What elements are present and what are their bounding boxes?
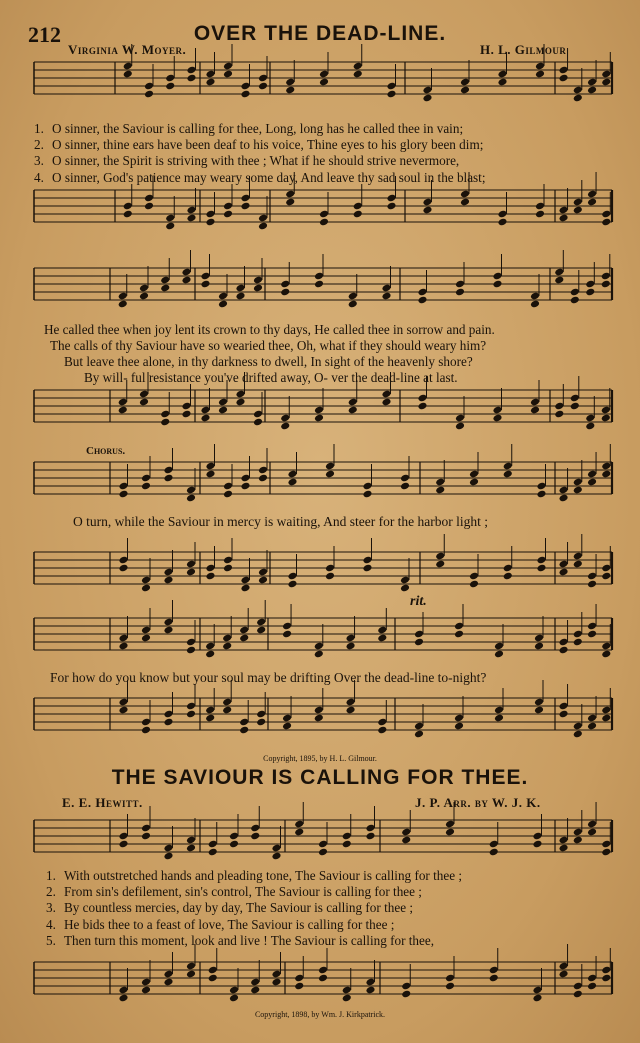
hymn1-author: Virginia W. Moyer. [68, 42, 187, 57]
note-head [239, 726, 249, 735]
note-head [585, 422, 595, 431]
note-head [601, 714, 611, 723]
note-head [165, 222, 175, 231]
note-head [559, 844, 569, 853]
note-head [365, 986, 375, 995]
note-head [118, 706, 128, 715]
note-head [454, 722, 464, 731]
note-head [601, 650, 611, 659]
note-head [144, 90, 154, 99]
note-head [186, 214, 196, 223]
note-head [400, 482, 410, 491]
note-head [362, 564, 372, 573]
note-head [503, 572, 513, 581]
note-head [314, 280, 324, 289]
note-head [377, 726, 387, 735]
note-head [223, 70, 233, 79]
note-head [554, 410, 564, 419]
note-head [223, 210, 233, 219]
note-head [325, 572, 335, 581]
note-head [492, 280, 502, 289]
note-head [401, 836, 411, 845]
note-head [258, 576, 268, 585]
note-head [222, 706, 232, 715]
note-head [205, 572, 215, 581]
note-head [205, 650, 215, 659]
note-head [163, 852, 173, 861]
note-head [400, 584, 410, 593]
note-head [489, 848, 499, 857]
verse-line: 1. With outstretched hands and pleading tone, The Saviour is calling for thee ; [46, 868, 463, 883]
note-head [223, 564, 233, 573]
note-head [256, 718, 266, 727]
note-head [353, 210, 363, 219]
note-head [445, 828, 455, 837]
note-head [601, 572, 611, 581]
note-head [362, 490, 372, 499]
hymn2-verses [46, 868, 462, 949]
note-head [559, 970, 569, 979]
note-head [573, 560, 583, 569]
note-head [573, 486, 583, 495]
note-head [141, 584, 151, 593]
note-head [365, 832, 375, 841]
note-head [205, 470, 215, 479]
note-head [417, 402, 427, 411]
note-head [314, 714, 324, 723]
note-head [235, 398, 245, 407]
note-head [163, 474, 173, 483]
verse-line: But leave thee alone, in thy darkness to dwell, In sight of the heavenly shore? [64, 354, 473, 369]
verse-line: 1. O sinner, the Saviour is calling for thee, Long, long has he called thee in vain; [34, 121, 464, 136]
note-head [414, 638, 424, 647]
hymn2-arranger: J. P. Arr. by W. J. K. [415, 795, 541, 810]
note-head [530, 300, 540, 309]
verse-line: 5. Then turn this moment, look and live ! The Saviour is calling for thee, [46, 932, 435, 948]
note-head [587, 982, 597, 991]
note-head [229, 994, 239, 1003]
note-head [587, 828, 597, 837]
note-head [386, 202, 396, 211]
note-head [601, 414, 611, 423]
note-head [239, 634, 249, 643]
note-head [186, 646, 196, 655]
hymn2-author: E. E. Hewitt. [62, 795, 143, 810]
note-head [469, 580, 479, 589]
note-head [208, 974, 218, 983]
note-head [160, 418, 170, 427]
note-head [460, 86, 470, 95]
note-head [422, 94, 432, 103]
note-head [218, 300, 228, 309]
note-head [585, 288, 595, 297]
note-head [271, 978, 281, 987]
note-head [205, 218, 215, 227]
note-head [256, 626, 266, 635]
note-head [455, 422, 465, 431]
note-head [417, 296, 427, 305]
note-head [454, 630, 464, 639]
note-head [186, 74, 196, 83]
note-head [535, 210, 545, 219]
note-head [435, 560, 445, 569]
verse-line: 4. O sinner, God's patience may weary some day, And leave thy sad soul in the blast; [34, 169, 486, 185]
note-head [601, 280, 611, 289]
note-head [573, 836, 583, 845]
note-head [377, 634, 387, 643]
note-head [186, 970, 196, 979]
note-head [285, 198, 295, 207]
note-head [559, 710, 569, 719]
note-head [587, 86, 597, 95]
note-head [186, 710, 196, 719]
note-head [554, 276, 564, 285]
note-head [601, 78, 611, 87]
note-head [573, 730, 583, 739]
note-head [489, 974, 499, 983]
note-head [587, 630, 597, 639]
note-head [280, 422, 290, 431]
note-head [118, 994, 128, 1003]
note-head [123, 70, 133, 79]
note-head [253, 284, 263, 293]
note-head [253, 418, 263, 427]
note-head [601, 848, 611, 857]
note-head [342, 840, 352, 849]
hymn-title-1: OVER THE DEAD-LINE. [193, 22, 447, 45]
copyright-1: Copyright, 1895, by H. L. Gilmour. [263, 754, 377, 763]
note-head [118, 840, 128, 849]
note-head [319, 218, 329, 227]
hymn1-composer: H. L. Gilmour [480, 42, 567, 57]
note-head [318, 848, 328, 857]
note-head [530, 406, 540, 415]
note-head [494, 650, 504, 659]
note-head [258, 222, 268, 231]
note-head [240, 584, 250, 593]
chorus-line: O turn, while the Saviour in mercy is waiting, And steer for the harbor light ; [73, 514, 489, 529]
note-head [160, 284, 170, 293]
note-head [218, 406, 228, 415]
note-head [381, 398, 391, 407]
note-head [118, 642, 128, 651]
note-head [123, 210, 133, 219]
note-head [381, 292, 391, 301]
note-head [118, 564, 128, 573]
note-head [573, 206, 583, 215]
note-head [208, 848, 218, 857]
verse-line: He called thee when joy lent its crown to thy days, He called thee in sorrow and pain. [44, 322, 495, 337]
note-head [414, 730, 424, 739]
note-head [536, 564, 546, 573]
note-head [536, 490, 546, 499]
note-head [318, 974, 328, 983]
note-head [285, 86, 295, 95]
note-head [139, 398, 149, 407]
note-head [163, 978, 173, 987]
verse-line: 3. O sinner, the Spirit is striving with thee ; What if he should strive nevermore, [34, 153, 460, 169]
note-head [222, 642, 232, 651]
note-head [141, 832, 151, 841]
verse-line: 4. He bids thee to a feast of love, The Saviour is calling for thee ; [46, 916, 395, 932]
note-head [570, 402, 580, 411]
note-head [559, 568, 569, 577]
note-head [346, 706, 356, 715]
note-head [141, 986, 151, 995]
note-head [240, 90, 250, 99]
verse-line: 2. From sin's defilement, sin's control, The Saviour is calling for thee ; [46, 884, 422, 900]
note-head [601, 974, 611, 983]
note-head [559, 74, 569, 83]
note-head [163, 626, 173, 635]
note-head [287, 478, 297, 487]
note-head [534, 706, 544, 715]
note-head [258, 82, 268, 91]
note-head [573, 638, 583, 647]
note-head [282, 630, 292, 639]
note-head [186, 844, 196, 853]
note-head [492, 414, 502, 423]
note-head [559, 214, 569, 223]
note-head [186, 568, 196, 577]
note-head [325, 470, 335, 479]
note-head [445, 982, 455, 991]
note-head [401, 990, 411, 999]
note-head [532, 994, 542, 1003]
note-head [497, 218, 507, 227]
note-head [346, 642, 356, 651]
note-head [469, 478, 479, 487]
note-head [141, 482, 151, 491]
note-head [235, 292, 245, 301]
note-head [342, 994, 352, 1003]
note-head [573, 990, 583, 999]
note-head [587, 198, 597, 207]
verse-line: The calls of thy Saviour have so wearied thee, Oh, what if they should weary him? [50, 338, 487, 353]
note-head [250, 832, 260, 841]
note-head [587, 478, 597, 487]
note-head [229, 840, 239, 849]
note-head [282, 722, 292, 731]
note-head [205, 714, 215, 723]
note-head [587, 580, 597, 589]
note-head [200, 414, 210, 423]
note-head [141, 634, 151, 643]
note-head [200, 280, 210, 289]
note-head [141, 726, 151, 735]
note-head [587, 722, 597, 731]
note-head [163, 718, 173, 727]
note-head [250, 986, 260, 995]
hymn-title-2: THE SAVIOUR IS CALLING FOR THEE. [111, 766, 529, 789]
ritardando-mark: rit. [410, 594, 427, 609]
note-head [494, 714, 504, 723]
note-head [435, 486, 445, 495]
note-head [280, 288, 290, 297]
note-head [181, 410, 191, 419]
verse-line: By will- ful resistance you've drifted away, O- ver the dead-line at last. [84, 370, 458, 385]
note-head [573, 94, 583, 103]
note-head [181, 276, 191, 285]
note-head [532, 840, 542, 849]
note-head [559, 646, 569, 655]
note-head [294, 828, 304, 837]
note-head [118, 300, 128, 309]
note-head [163, 576, 173, 585]
note-head [460, 198, 470, 207]
note-head [294, 982, 304, 991]
copyright-2: Copyright, 1898, by Wm. J. Kirkpatrick. [254, 1010, 386, 1019]
note-head [559, 494, 569, 503]
note-head [319, 78, 329, 87]
note-head [118, 406, 128, 415]
chorus-label: Chorus. [86, 445, 126, 457]
note-head [240, 202, 250, 211]
note-head [601, 218, 611, 227]
note-head [601, 470, 611, 479]
note-head [353, 70, 363, 79]
note-head [535, 70, 545, 79]
note-head [240, 482, 250, 491]
note-head [205, 78, 215, 87]
note-head [422, 206, 432, 215]
note-head [386, 90, 396, 99]
note-head [223, 490, 233, 499]
note-head [287, 580, 297, 589]
page-number: 212 [28, 22, 61, 47]
note-head [186, 494, 196, 503]
note-head [314, 414, 324, 423]
note-head [314, 650, 324, 659]
hymn1-verses [34, 121, 486, 186]
note-head [348, 406, 358, 415]
note-head [144, 202, 154, 211]
note-head [534, 642, 544, 651]
note-head [455, 288, 465, 297]
note-head [139, 292, 149, 301]
note-head [503, 470, 513, 479]
chorus-line: For how do you know but your soul may be drifting Over the dead-line to-night? [50, 670, 487, 685]
note-head [271, 852, 281, 861]
note-head [570, 296, 580, 305]
note-head [118, 490, 128, 499]
note-head [258, 474, 268, 483]
verse-line: 2. O sinner, thine ears have been deaf to his voice, Thine eyes to his glory been dim; [34, 137, 484, 153]
note-head [497, 78, 507, 87]
note-head [348, 300, 358, 309]
verse-line: 3. By countless mercies, day by day, The Saviour is calling for thee ; [46, 900, 414, 916]
note-head [165, 82, 175, 91]
